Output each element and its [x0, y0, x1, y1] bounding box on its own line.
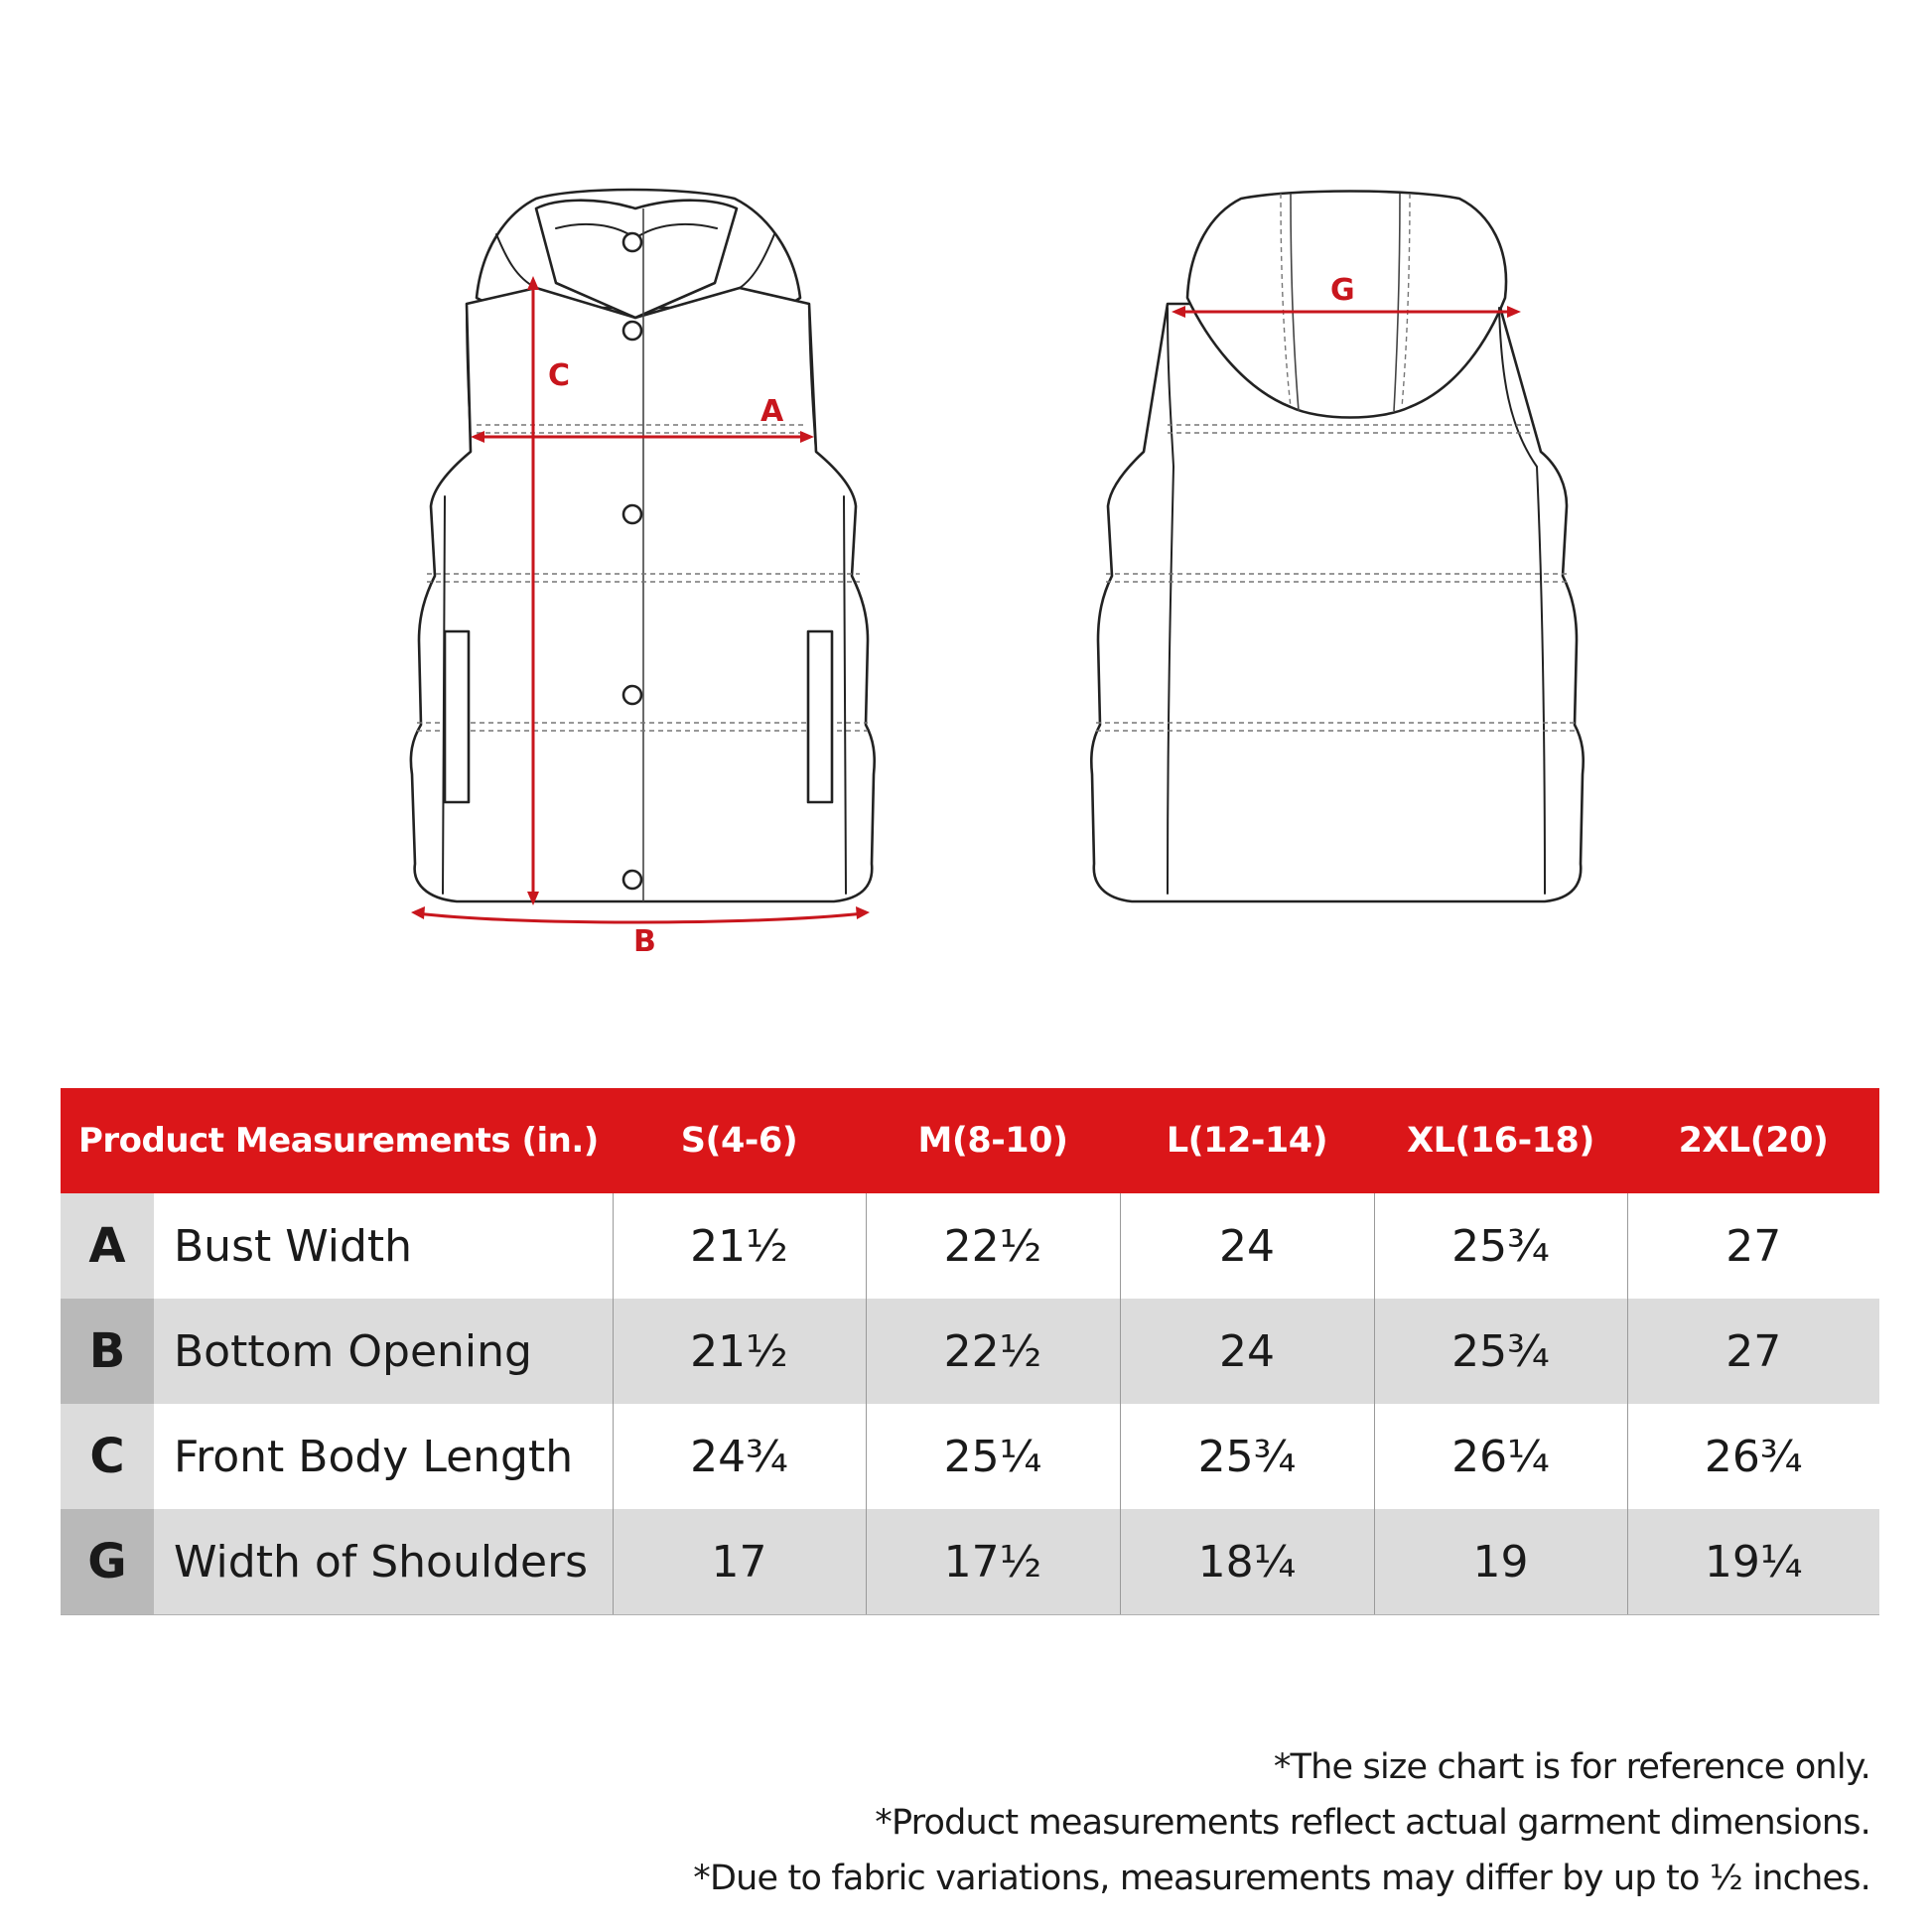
- measurement-code: A: [61, 1193, 154, 1299]
- measurement-code: G: [61, 1509, 154, 1615]
- size-header: S(4-6): [613, 1088, 866, 1193]
- measurement-name: Bust Width: [154, 1193, 613, 1299]
- measurement-value: 25¾: [1374, 1193, 1627, 1299]
- measurement-value: 24: [1120, 1299, 1374, 1404]
- table-row: [61, 1299, 1879, 1404]
- footnote: *Product measurements reflect actual garment dimensions.: [875, 1803, 1870, 1843]
- measurement-value: 27: [1627, 1193, 1879, 1299]
- measurement-value: 25¾: [1374, 1299, 1627, 1404]
- size-header: 2XL(20): [1627, 1088, 1879, 1193]
- measurement-value: 24: [1120, 1193, 1374, 1299]
- measurement-value: 19¼: [1627, 1509, 1879, 1615]
- table-row: [61, 1509, 1879, 1615]
- footnote: *Due to fabric variations, measurements may differ by up to ½ inches.: [693, 1859, 1870, 1898]
- measurement-code: B: [61, 1299, 154, 1404]
- table-header-row: [61, 1088, 1879, 1193]
- label-c: C: [548, 358, 571, 393]
- table-title: Product Measurements (in.): [61, 1088, 613, 1193]
- table-row: [61, 1193, 1879, 1299]
- measurement-value: 21½: [613, 1193, 866, 1299]
- size-header: M(8-10): [866, 1088, 1120, 1193]
- measurement-value: 19: [1374, 1509, 1627, 1615]
- measurement-name: Width of Shoulders: [154, 1509, 613, 1615]
- measurement-value: 25¾: [1120, 1404, 1374, 1509]
- measurement-value: 22½: [866, 1299, 1120, 1404]
- table-row: [61, 1404, 1879, 1509]
- measurement-value: 26¾: [1627, 1404, 1879, 1509]
- measurement-value: 27: [1627, 1299, 1879, 1404]
- vest-back-view: [1091, 192, 1583, 902]
- footnote: *The size chart is for reference only.: [1273, 1747, 1870, 1787]
- measurement-value: 24¾: [613, 1404, 866, 1509]
- measurement-value: 17: [613, 1509, 866, 1615]
- measurement-value: 21½: [613, 1299, 866, 1404]
- label-a: A: [760, 394, 784, 429]
- measurement-name: Bottom Opening: [154, 1299, 613, 1404]
- measurement-value: 25¼: [866, 1404, 1120, 1509]
- vest-front-view: [411, 190, 875, 959]
- measurement-value: 18¼: [1120, 1509, 1374, 1615]
- size-header: XL(16-18): [1374, 1088, 1627, 1193]
- measurement-code: C: [61, 1404, 154, 1509]
- measurement-value: 26¼: [1374, 1404, 1627, 1509]
- size-header: L(12-14): [1120, 1088, 1374, 1193]
- footnotes: [580, 1739, 1870, 1906]
- size-chart-table: [61, 1088, 1879, 1615]
- measurement-value: 17½: [866, 1509, 1120, 1615]
- measurement-name: Front Body Length: [154, 1404, 613, 1509]
- label-g: G: [1330, 273, 1355, 308]
- label-b: B: [633, 924, 656, 959]
- measurement-value: 22½: [866, 1193, 1120, 1299]
